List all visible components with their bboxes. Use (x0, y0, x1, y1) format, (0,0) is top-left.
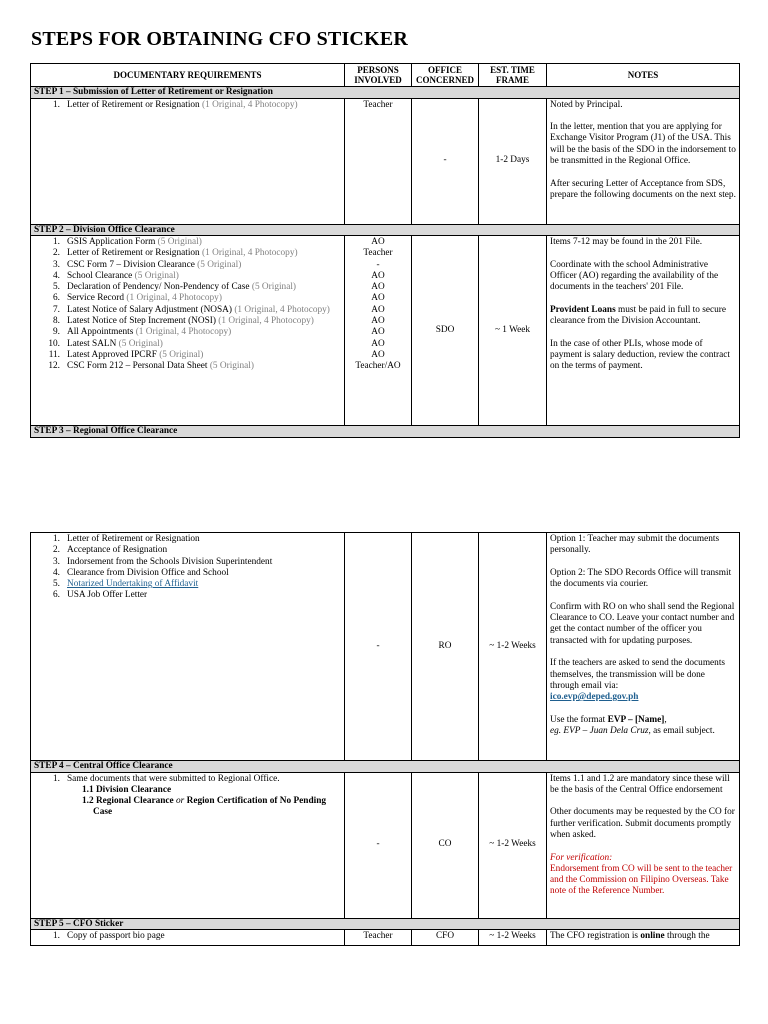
step2-documents (31, 236, 345, 426)
step3-time: ~ 1-2 Weeks (479, 533, 547, 761)
step1-persons: Teacher (345, 98, 412, 224)
list-item: 7. Latest Notice of Salary Adjustment (NOSA) (1 Original, 4 Photocopy) (53, 304, 330, 315)
step2-persons: AO Teacher - AO AO AO AO AO AO AO AO Teacher/AO (345, 236, 412, 426)
list-item: 12. CSC Form 212 – Personal Data Sheet (5 Original) (48, 361, 254, 372)
step1-notes: Noted by Principal. In the letter, mention that you are applying for Exchange Visitor Program (J1) of the USA. This will be the basis of the SDO in the indorsement to be transmitted in the Regional Office. After securing Letter of Acceptance from SDS, prepare the following documents on the next step. (547, 98, 740, 224)
list-item: 5. Notarized Undertaking of Affidavit (53, 579, 199, 590)
step1-label: STEP 1 – Submission of Letter of Retirement or Resignation (31, 87, 740, 99)
step4-office: CO (412, 772, 479, 918)
header-notes: NOTES (547, 64, 740, 87)
list-item: 9. All Appointments (1 Original, 4 Photocopy) (53, 327, 232, 338)
list-item: 2. Letter of Retirement or Resignation (1 Original, 4 Photocopy) (53, 248, 298, 259)
list-item: 11. Latest Approved IPCRF (5 Original) (48, 349, 204, 360)
step2-time: ~ 1 Week (479, 236, 547, 426)
step3-notes: Option 1: Teacher may submit the documents personally. Option 2: The SDO Records Office will transmit the documents via courier. Confirm with RO on who shall send the Regional Clearance to CO. Leave your contact number and get the contact number of the officer you transacted with for updating purposes. If the teachers are asked to send the documents themselves, the transmission will be done through email via: ico.evp@deped.gov.ph Use the format EVP – [Name], eg. EVP – Juan Dela Cruz, as email subject. (547, 533, 740, 761)
list-item: 10. Latest SALN (5 Original) (48, 338, 163, 349)
step5-label: STEP 5 – CFO Sticker (31, 918, 740, 930)
list-item: 1. Copy of passport bio page (53, 931, 165, 941)
list-item: 4. Clearance from Division Office and School (53, 567, 229, 578)
requirements-table-part2 (30, 532, 740, 946)
sub-item-regional-clearance-cont: Case (93, 807, 113, 818)
step2-office: SDO (412, 236, 479, 426)
list-item: 6. USA Job Offer Letter (53, 590, 148, 601)
step3-office: RO (412, 533, 479, 761)
step5-persons: Teacher (345, 930, 412, 946)
sub-item-division-clearance: 1.1 Division Clearance (82, 784, 172, 795)
step3-persons: - (345, 533, 412, 761)
sub-item-regional-clearance: 1.2 Regional Clearance or Region Certification of No Pending (82, 796, 327, 807)
notarized-undertaking-link[interactable]: Notarized Undertaking of Affidavit (67, 579, 199, 590)
step3-documents (31, 533, 345, 761)
step1-documents (31, 98, 345, 224)
email-link[interactable]: ico.evp@deped.gov.ph (550, 692, 639, 703)
list-item: 8. Latest Notice of Step Increment (NOSI) (1 Original, 4 Photocopy) (53, 316, 314, 327)
step2-notes: Items 7-12 may be found in the 201 File. Coordinate with the school Administrative Officer (AO) regarding the availability of the documents in the teachers' 201 File. Provident Loans must be paid in full to secure clearance from the Division Accountant. In the case of other PLIs, whose mode of payment is salary deduction, review the contract on the terms of payment. (547, 236, 740, 426)
header-documentary-requirements: DOCUMENTARY REQUIREMENTS (31, 64, 345, 87)
header-persons-involved: PERSONS INVOLVED (345, 64, 412, 87)
list-item: 1. Letter of Retirement or Resignation (1 Original, 4 Photocopy) (53, 99, 298, 110)
header-office-concerned: OFFICE CONCERNED (412, 64, 479, 87)
step4-documents (31, 772, 345, 918)
step5-notes: The CFO registration is online through the (547, 930, 740, 946)
page-title: STEPS FOR OBTAINING CFO STICKER (31, 28, 409, 50)
step4-label: STEP 4 – Central Office Clearance (31, 761, 740, 773)
list-item: 1. GSIS Application Form (5 Original) (53, 237, 202, 247)
list-item: 1. Same documents that were submitted to Regional Office. (53, 773, 280, 784)
list-item: 4. School Clearance (5 Original) (53, 270, 179, 281)
list-item: 3. CSC Form 7 – Division Clearance (5 Original) (53, 259, 242, 270)
step3-label: STEP 3 – Regional Office Clearance (31, 426, 740, 438)
step4-notes: Items 1.1 and 1.2 are mandatory since these will be the basis of the Central Office endorsement Other documents may be requested by the CO for further verification. Submit documents promptly when asked. For verification: Endorsement from CO will be sent to the teacher and the Commission on Filipino Overseas. Take note of the Reference Number. (547, 772, 740, 918)
list-item: 2. Acceptance of Resignation (53, 545, 168, 556)
step5-documents (31, 930, 345, 946)
step5-time: ~ 1-2 Weeks (479, 930, 547, 946)
step4-persons: - (345, 772, 412, 918)
step4-time: ~ 1-2 Weeks (479, 772, 547, 918)
step1-office: - (412, 98, 479, 224)
requirements-table-part1 (30, 63, 740, 438)
header-est-time-frame: EST. TIME FRAME (479, 64, 547, 87)
list-item: 5. Declaration of Pendency/ Non-Pendency of Case (5 Original) (53, 282, 297, 293)
list-item: 6. Service Record (1 Original, 4 Photocopy) (53, 293, 222, 304)
step2-label: STEP 2 – Division Office Clearance (31, 224, 740, 236)
step5-office: CFO (412, 930, 479, 946)
list-item: 1. Letter of Retirement or Resignation (53, 534, 200, 544)
step1-time: 1-2 Days (479, 98, 547, 224)
list-item: 3. Indorsement from the Schools Division Superintendent (53, 556, 273, 567)
